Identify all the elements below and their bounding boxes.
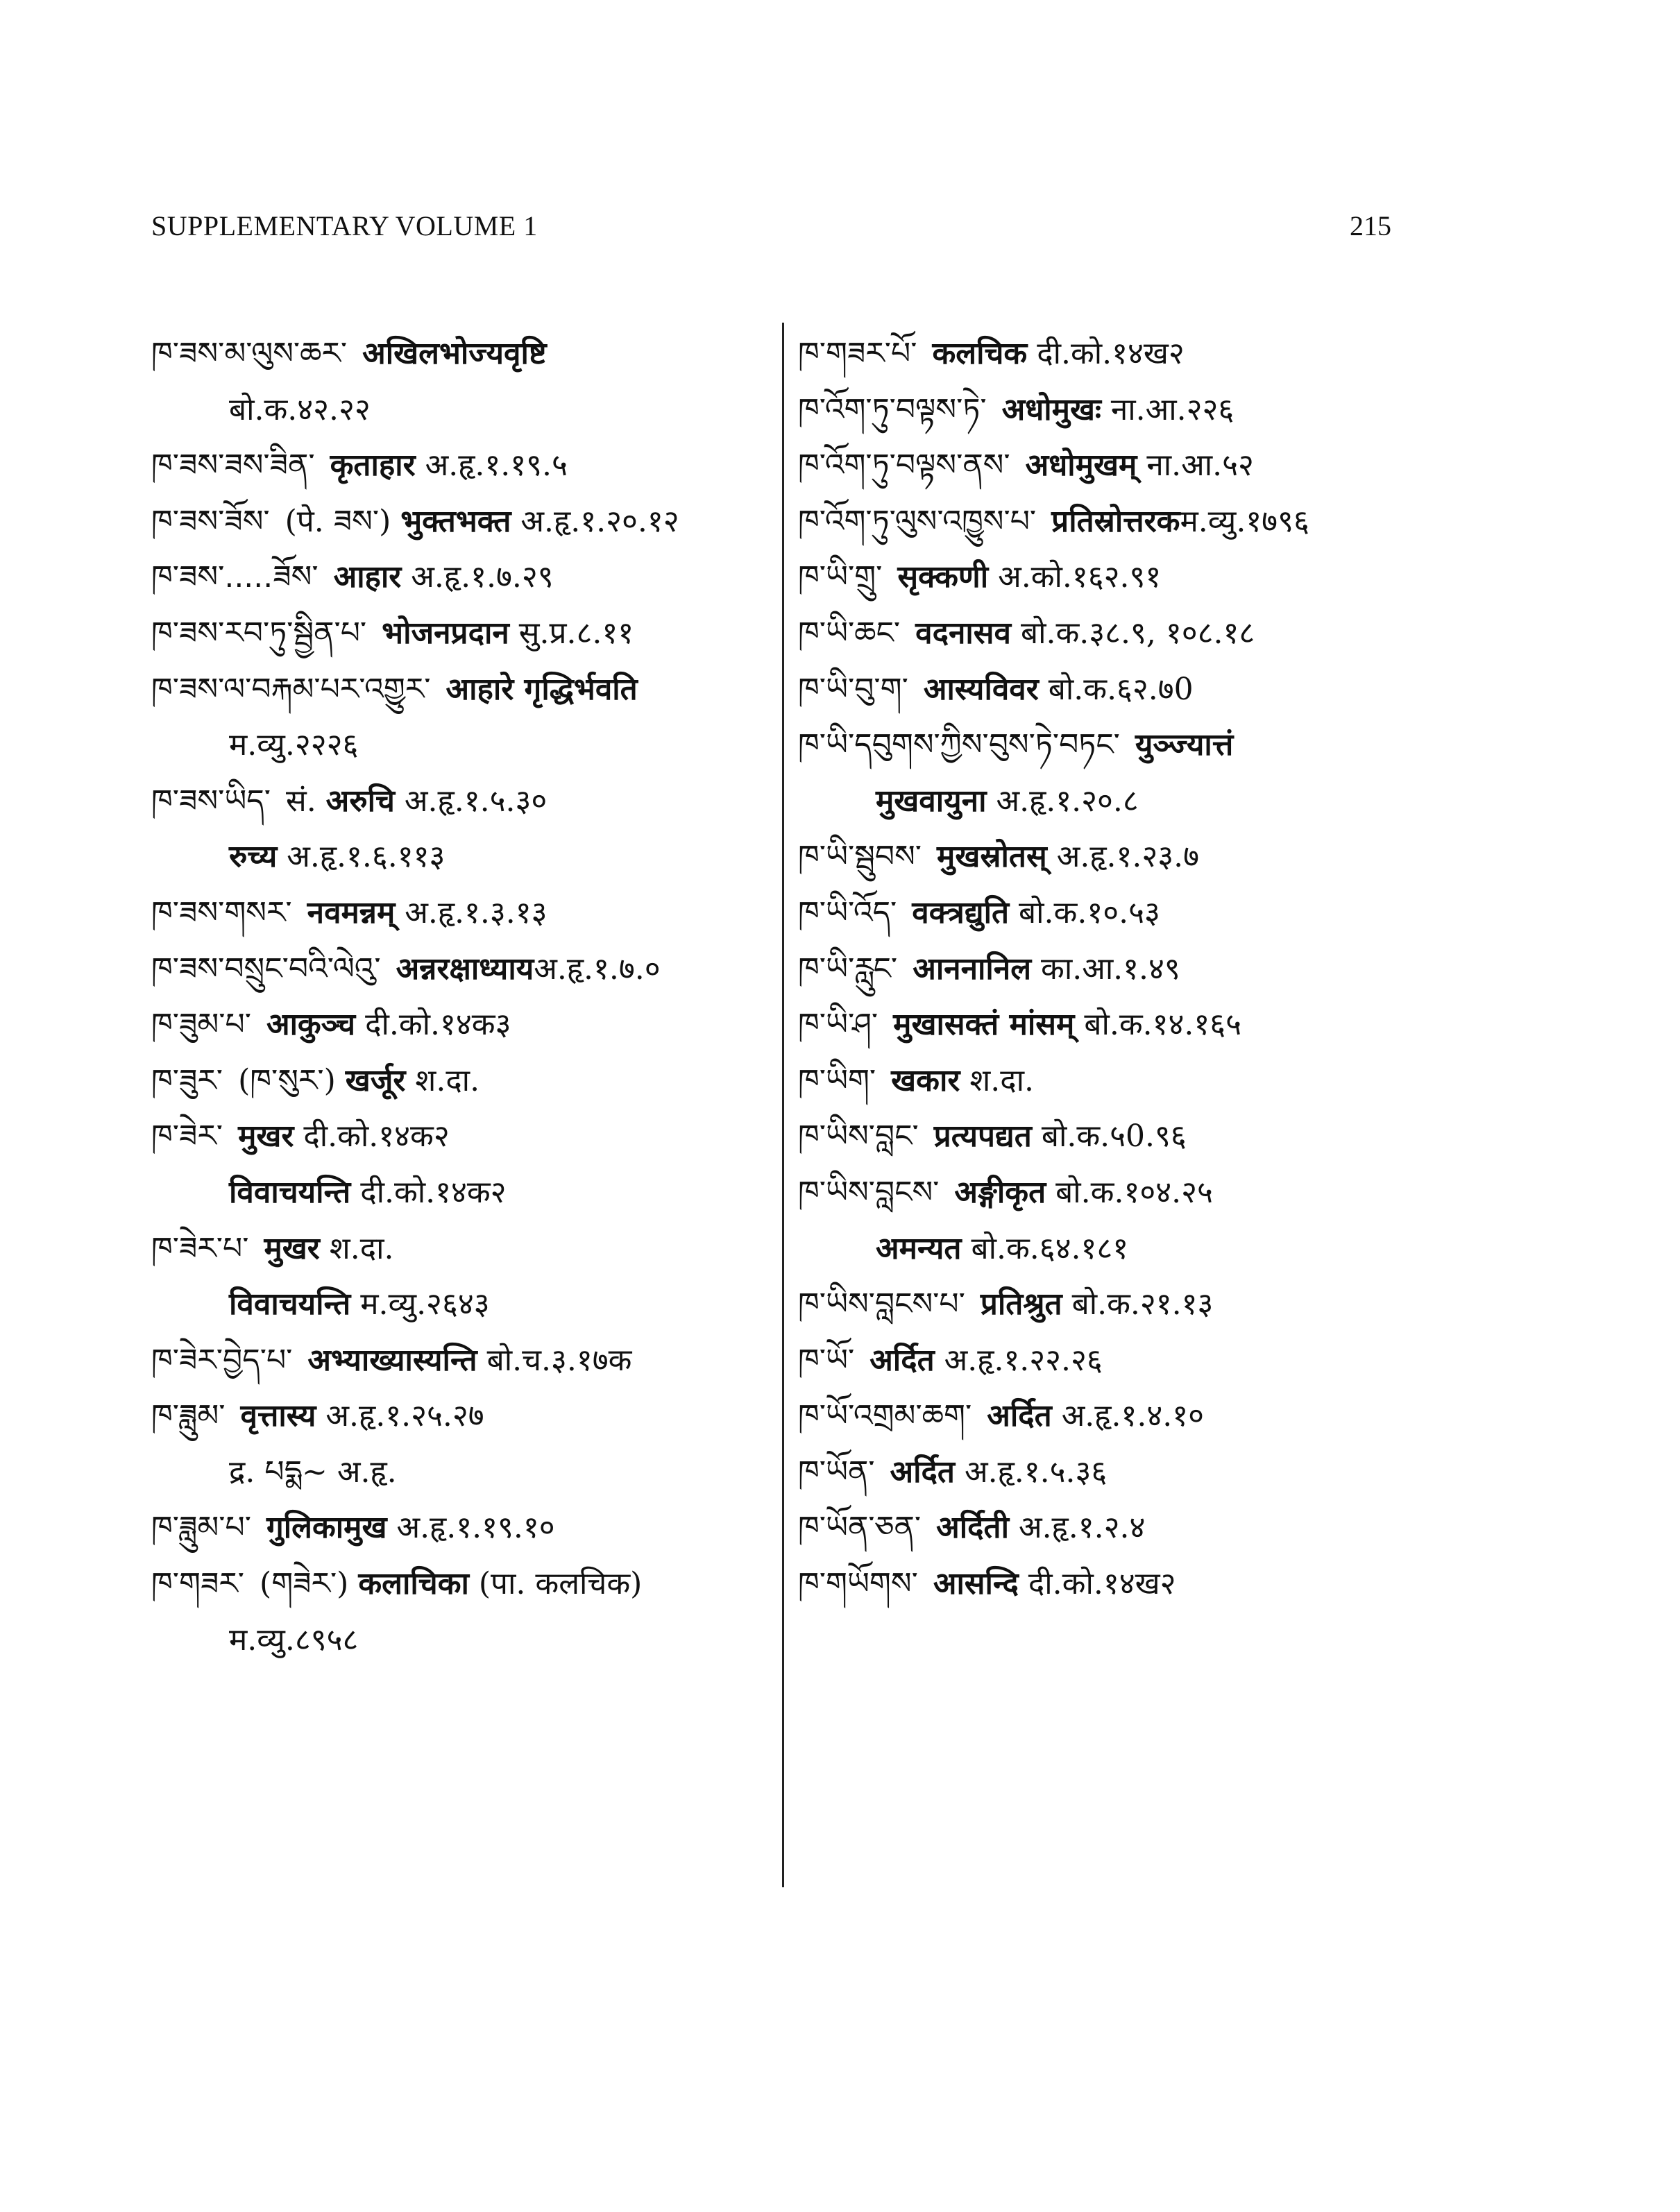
source-reference: दी.को.१४क३ xyxy=(355,1007,511,1043)
dictionary-entry xyxy=(151,829,776,885)
sanskrit-equivalent: मुखस्रोतस् xyxy=(937,839,1047,875)
sanskrit-equivalent: आहार xyxy=(333,559,402,595)
dictionary-entry xyxy=(151,550,776,606)
source-reference: अ.हृ.१.२२.२६ xyxy=(934,1342,1103,1378)
dictionary-entry xyxy=(798,829,1534,885)
dictionary-entry xyxy=(151,326,776,382)
tibetan-headword: ཁ་ཡིས་བླངས་པ་ xyxy=(798,1286,965,1322)
sanskrit-equivalent: सृक्कणी xyxy=(897,559,989,595)
dictionary-entry xyxy=(798,382,1534,439)
source-reference: सु.प्र.८.११ xyxy=(509,615,634,651)
tibetan-headword: ཁ་ཟས་.....ཟོས་ xyxy=(151,559,319,595)
source-reference: दी.को.१४क२ xyxy=(294,1118,450,1155)
source-reference: श.दा. xyxy=(960,1062,1034,1098)
source-reference: अ.हृ.१.३.१३ xyxy=(395,894,548,930)
dictionary-entry xyxy=(151,662,776,718)
dictionary-entry xyxy=(798,1277,1534,1333)
source-reference: अ.हृ.१.५.३० xyxy=(394,783,548,819)
tibetan-headword: ཁ་ཡི་ཤ་ xyxy=(798,1007,879,1043)
dictionary-entry xyxy=(798,550,1534,606)
tibetan-headword: ཁ་གཟར་ xyxy=(151,1566,245,1602)
dictionary-entry xyxy=(151,774,776,830)
source-reference: बो.च.३.१७क xyxy=(477,1342,632,1378)
source-reference: म.व्यु.८९५८ xyxy=(229,1622,359,1658)
tibetan-headword: ཁ་ཟས་མ་ལུས་ཆར་ xyxy=(151,336,348,371)
tibetan-headword: ཁ་འོག་ཏུ་ལུས་འཁྱུས་པ་ xyxy=(798,503,1037,539)
sanskrit-equivalent: कलाचिका xyxy=(358,1566,469,1602)
tibetan-headword: ཁ་ཟུར་ xyxy=(151,1062,223,1098)
source-reference: बो.क.१०.५३ xyxy=(1009,894,1160,930)
right-column xyxy=(798,326,1534,1613)
dictionary-entry xyxy=(151,1165,776,1221)
sanskrit-equivalent: प्रतिश्रुत xyxy=(980,1286,1062,1322)
sanskrit-equivalent: अर्दित xyxy=(987,1398,1052,1434)
sanskrit-equivalent: वृत्तास्य xyxy=(240,1398,316,1434)
dictionary-entry xyxy=(798,1221,1534,1277)
dictionary-entry xyxy=(798,662,1534,718)
tibetan-headword: ཁ་ཡི་དབུགས་ཀྱིས་བུས་ཏེ་བཏང་ xyxy=(798,727,1120,763)
sanskrit-equivalent: प्रतिस्रोत्तरक xyxy=(1051,503,1180,539)
source-reference: का.आ.१.४९ xyxy=(1031,951,1180,987)
dictionary-entry xyxy=(798,997,1534,1053)
source-reference: बो.क.२१.१३ xyxy=(1062,1286,1214,1322)
sanskrit-equivalent: मुखासक्तं मांसम् xyxy=(893,1007,1075,1043)
tibetan-headword: ཁ་ཟས་རབ་ཏུ་སྦྱིན་པ་ xyxy=(151,615,367,651)
source-reference: अ.हृ.१.२३.७ xyxy=(1046,839,1200,875)
dictionary-entry xyxy=(798,1556,1534,1613)
sanskrit-equivalent: आकुञ्च xyxy=(266,1007,356,1043)
tibetan-headword: ཁ་ཟླུམ་ xyxy=(151,1398,226,1434)
sanskrit-equivalent: मुखवायुना xyxy=(876,783,987,819)
source-reference: बो.क.४२.२२ xyxy=(229,391,371,427)
page-number: 215 xyxy=(1350,210,1391,241)
tibetan-headword: ཁ་ཟུམ་པ་ xyxy=(151,1007,251,1043)
dictionary-entry xyxy=(798,1053,1534,1109)
dictionary-entry xyxy=(151,1388,776,1445)
tibetan-headword: ཁ་ཟས་གསར་ xyxy=(151,894,292,930)
tibetan-headword: ཁ་ཟེར་བྱེད་པ་ xyxy=(151,1342,293,1378)
tibetan-headword: ཁ་ཟས་ལ་བརྐམ་པར་འགྱུར་ xyxy=(151,671,431,707)
source-reference: म.व्यु.१७९६ xyxy=(1180,503,1309,539)
tibetan-headword: ཁ་ཡི་བུ་ག་ xyxy=(798,671,908,707)
source-reference: श.दा. xyxy=(319,1230,394,1266)
dictionary-entry xyxy=(798,438,1534,494)
source-reference: ना.आ.५२ xyxy=(1137,448,1254,484)
dictionary-entry xyxy=(798,1500,1534,1556)
sanskrit-equivalent: विवाचयन्ति xyxy=(229,1174,351,1210)
dictionary-entry xyxy=(798,1109,1534,1165)
source-reference: अ.हृ.१.५.३६ xyxy=(955,1454,1108,1490)
source-reference: अ.हृ.१.६.११३ xyxy=(277,839,446,875)
dictionary-entry xyxy=(151,438,776,494)
sanskrit-equivalent: आस्यविवर xyxy=(923,671,1039,707)
source-reference: अ.हृ.१.७.२९ xyxy=(401,559,554,595)
dictionary-entry xyxy=(151,997,776,1053)
dictionary-entry xyxy=(151,1053,776,1109)
running-title: SUPPLEMENTARY VOLUME 1 xyxy=(151,210,538,241)
sanskrit-equivalent: अभ्याख्यास्यन्ति xyxy=(307,1342,477,1378)
sanskrit-equivalent: अर्दित xyxy=(869,1342,935,1378)
tibetan-headword: ཁ་ཡོན་ xyxy=(798,1454,875,1490)
tibetan-headword: ཁ་ཟས་ཟོས་ xyxy=(151,503,270,539)
sanskrit-equivalent: कृताहार xyxy=(330,448,416,484)
dictionary-entry xyxy=(151,1613,776,1669)
source-reference: अ.हृ.१.१९.५ xyxy=(415,448,568,484)
tibetan-headword: ཁ་ཟས་བསྲུང་བའི་ལེའུ་ xyxy=(151,951,381,987)
source-reference: म.व्यु.२२२६ xyxy=(229,727,359,763)
tibetan-headword: ཁ་ཡི་སྦུབས་ xyxy=(798,839,922,875)
tibetan-headword: ཁ་ཟེར་ xyxy=(151,1118,223,1155)
dictionary-entry xyxy=(151,494,776,550)
tibetan-headword: ཁ་ཡི་འོད་ xyxy=(798,894,897,930)
sanskrit-equivalent: युञ्ज्यात्तं xyxy=(1135,727,1234,763)
sanskrit-equivalent: भोजनप्रदान xyxy=(382,615,509,651)
sanskrit-equivalent: आहारे गृद्धिर्भवति xyxy=(446,671,638,707)
tibetan-headword: ཁ་ཡིས་བླང་ xyxy=(798,1118,919,1155)
sanskrit-equivalent: खर्जूर xyxy=(345,1062,406,1098)
tibetan-headword: ཁ་ཟས་ཡིད་ xyxy=(151,783,271,819)
tibetan-headword: ཁ་ཡིག་ xyxy=(798,1062,876,1098)
sanskrit-equivalent: कलचिक xyxy=(932,336,1028,371)
sanskrit-equivalent: अमन्यत xyxy=(876,1230,962,1266)
tibetan-headword: ཁ་ཡོ་ xyxy=(798,1342,855,1378)
dictionary-entry xyxy=(798,326,1534,382)
tibetan-headword: ཁ་ཡི་གྲུ་ xyxy=(798,559,883,595)
source-reference: (पा. कलचिक) xyxy=(468,1566,643,1602)
dictionary-entry xyxy=(151,1556,776,1613)
dictionary-entry xyxy=(151,885,776,942)
variant-note: सं. xyxy=(285,783,326,819)
dictionary-entry xyxy=(151,1109,776,1165)
source-reference: अ.को.१६२.९१ xyxy=(988,559,1162,595)
sanskrit-equivalent: अधोमुखः xyxy=(1001,391,1101,427)
sanskrit-equivalent: अरुचि xyxy=(325,783,395,819)
tibetan-headword: ཁ་ཡོ་འགྲམ་ཆག་ xyxy=(798,1398,972,1434)
source-reference: अ.हृ.१.२.४ xyxy=(1008,1510,1146,1546)
tibetan-headword: ཁ་འོག་ཏུ་བལྟས་ཏེ་ xyxy=(798,391,987,427)
source-reference: दी.को.१४क२ xyxy=(350,1174,507,1210)
dictionary-entry xyxy=(151,382,776,439)
sanskrit-equivalent: प्रत्यपद्यत xyxy=(933,1118,1032,1155)
source-reference: अ.हृ.१.१९.१० xyxy=(387,1510,555,1546)
source-reference: दी.को.१४ख२ xyxy=(1027,336,1185,371)
sanskrit-equivalent: आसन्दि xyxy=(933,1566,1019,1602)
tibetan-headword: ཁ་ཡོན་ཅན་ xyxy=(798,1510,922,1546)
tibetan-headword: ཁ་ཡིས་བླངས་ xyxy=(798,1174,940,1210)
dictionary-entry xyxy=(151,1277,776,1333)
source-reference: बो.क.५0.९६ xyxy=(1031,1118,1187,1155)
sanskrit-equivalent: आननानिल xyxy=(913,951,1032,987)
tibetan-headword: ཁ་ཟས་ཟས་ཟིན་ xyxy=(151,448,315,484)
source-reference: बो.क.६४.१८१ xyxy=(961,1230,1129,1266)
source-reference: बो.क.१०४.२५ xyxy=(1046,1174,1213,1210)
sanskrit-equivalent: अधोमुखम् xyxy=(1025,448,1137,484)
tibetan-headword: ཁ་གཟར་པོ་ xyxy=(798,336,917,371)
dictionary-entry xyxy=(798,942,1534,998)
source-reference: द्र. པདྨ~ अ.हृ. xyxy=(229,1454,397,1490)
sanskrit-equivalent: अन्नरक्षाध्याय xyxy=(396,951,534,987)
tibetan-headword: ཁ་ཡི་རླུང་ xyxy=(798,951,898,987)
source-reference: दी.को.१४ख२ xyxy=(1018,1566,1176,1602)
source-reference: बो.क.६२.७0 xyxy=(1038,671,1194,707)
sanskrit-equivalent: मुखर xyxy=(238,1118,294,1155)
tibetan-headword: ཁ་ཟླུམ་པ་ xyxy=(151,1510,251,1546)
tibetan-headword: ཁ་གཡོགས་ xyxy=(798,1566,918,1602)
dictionary-entry xyxy=(798,1445,1534,1501)
source-reference: अ.हृ.१.२०.१२ xyxy=(511,503,679,539)
dictionary-entry xyxy=(798,717,1534,774)
dictionary-entry xyxy=(798,494,1534,550)
source-reference: श.दा. xyxy=(405,1062,480,1098)
dictionary-entry xyxy=(798,1333,1534,1389)
sanskrit-equivalent: खकार xyxy=(891,1062,960,1098)
dictionary-entry xyxy=(151,1445,776,1501)
tibetan-headword: ཁ་ཟེར་པ་ xyxy=(151,1230,249,1266)
variant-note: (གཟེར་) xyxy=(260,1566,359,1602)
dictionary-entry xyxy=(151,1221,776,1277)
column-divider xyxy=(782,323,784,1887)
dictionary-entry xyxy=(798,774,1534,830)
dictionary-entry xyxy=(798,885,1534,942)
source-reference: अ.हृ.१.४.१० xyxy=(1051,1398,1204,1434)
sanskrit-equivalent: नवमन्नम् xyxy=(307,894,396,930)
sanskrit-equivalent: अखिलभोज्यवृष्टि xyxy=(362,336,547,371)
dictionary-entry xyxy=(151,942,776,998)
source-reference: अ.हृ.१.२०.८ xyxy=(986,783,1139,819)
sanskrit-equivalent: अर्दित xyxy=(890,1454,955,1490)
dictionary-entry xyxy=(798,1388,1534,1445)
source-reference: ना.आ.२२६ xyxy=(1101,391,1234,427)
dictionary-entry xyxy=(151,606,776,662)
tibetan-headword: ཁ་འོག་ཏུ་བལྟས་ནས་ xyxy=(798,448,1010,484)
variant-note: (ཁ་སུར་) xyxy=(238,1062,346,1098)
dictionary-entry xyxy=(798,606,1534,662)
sanskrit-equivalent: गुलिकामुख xyxy=(266,1510,387,1546)
dictionary-entry xyxy=(151,717,776,774)
sanskrit-equivalent: वदनासव xyxy=(915,615,1011,651)
sanskrit-equivalent: विवाचयन्ति xyxy=(229,1286,351,1322)
sanskrit-equivalent: अङ्गीकृत xyxy=(954,1174,1046,1210)
left-column xyxy=(151,326,776,1668)
sanskrit-equivalent: रुच्य xyxy=(229,839,278,875)
source-reference: अ.हृ.१.७.० xyxy=(534,951,661,987)
dictionary-entry xyxy=(151,1500,776,1556)
sanskrit-equivalent: अर्दिती xyxy=(936,1510,1009,1546)
sanskrit-equivalent: वक्त्रद्युति xyxy=(912,894,1010,930)
tibetan-headword: ཁ་ཡི་ཆང་ xyxy=(798,615,901,651)
source-reference: बो.क.३८.९, १०८.१८ xyxy=(1011,615,1255,651)
sanskrit-equivalent: मुखर xyxy=(264,1230,320,1266)
source-reference: म.व्यु.२६४३ xyxy=(350,1286,490,1322)
source-reference: अ.हृ.१.२५.२७ xyxy=(316,1398,484,1434)
dictionary-entry xyxy=(798,1165,1534,1221)
variant-note: (पे. ཟས་) xyxy=(285,503,401,539)
source-reference: बो.क.१४.१६५ xyxy=(1074,1007,1242,1043)
sanskrit-equivalent: भुक्तभक्त xyxy=(400,503,511,539)
dictionary-entry xyxy=(151,1333,776,1389)
